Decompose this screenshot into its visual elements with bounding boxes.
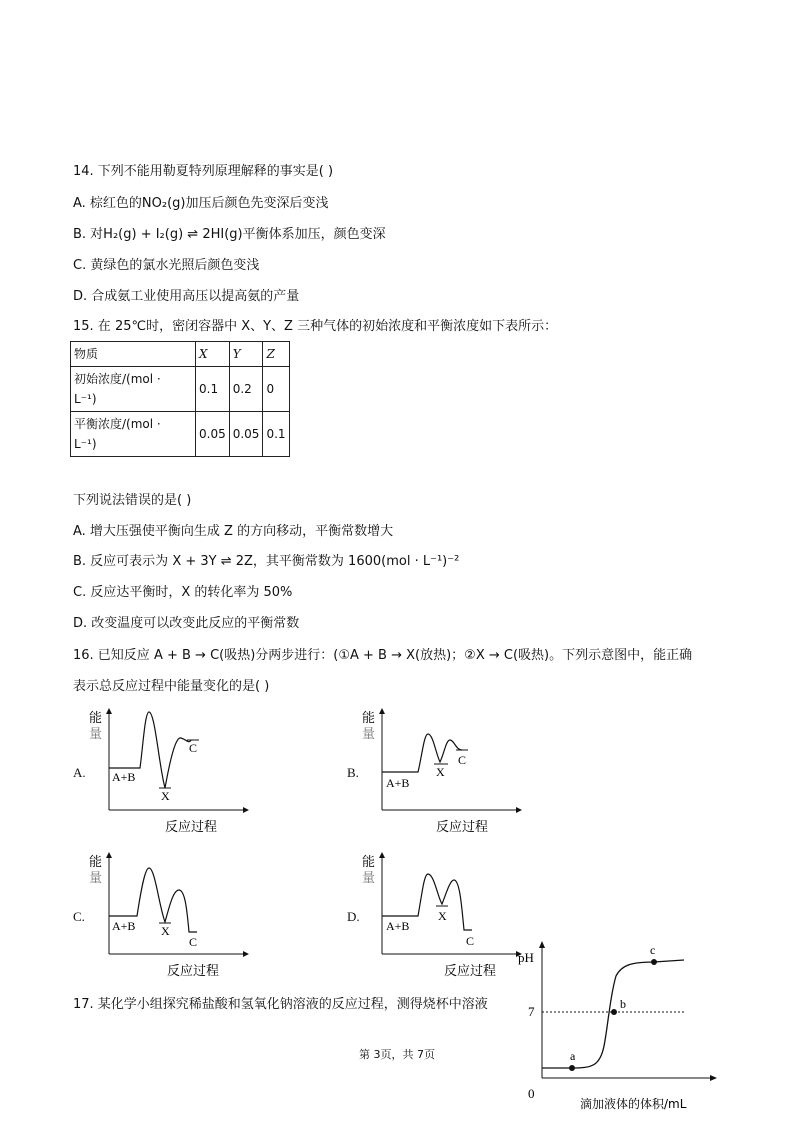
point-a-label: a [570,1049,576,1063]
row-label-line: 初始浓度/(mol · [74,372,161,386]
x-axis-label: 反应过程 [436,820,489,835]
energy-diagram-c [85,850,255,980]
table-header-cell: Z [263,342,289,367]
table-cell: 0.05 [229,412,263,457]
q15-option-a: A. 增大压强使平衡向生成 Z 的方向移动，平衡常数增大 [73,524,394,539]
x-axis-label: 滴加液体的体积/mL [580,1097,687,1111]
origin-label: 0 [528,1086,535,1101]
row-label-line: L⁻¹) [74,437,97,451]
row-label-line: 平衡浓度/(mol · [74,417,161,431]
row-label-line: L⁻¹) [74,392,97,406]
page-footer: 第 3页，共 7页 [359,1048,435,1061]
table-header-cell: 物质 [71,342,196,367]
q14-option-c: C. 黄绿色的氯水光照后颜色变浅 [73,258,260,273]
q14-stem: 14. 下列不能用勒夏特列原理解释的事实是( ) [73,164,334,179]
product-label: C [466,934,475,948]
point-c-label: c [650,943,656,957]
product-label: C [189,741,198,755]
point-b [611,1009,617,1015]
y-axis-label: pH [518,950,534,965]
table-cell: 0.1 [263,412,289,457]
y-axis-label: 能 [362,711,376,726]
product-label: C [189,935,198,949]
y-axis-label: 能 [89,855,103,870]
table-row [71,367,290,412]
table-cell: 0.05 [196,412,230,457]
point-c [651,959,657,965]
q16-stem-line1: 16. 已知反应 A + B → C(吸热)分两步进行：(①A + B → X(放热)；②X → C(吸热)。下列示意图中，能正确 [73,648,693,663]
q14-option-a: A. 棕红色的NO₂(g)加压后颜色先变深后变浅 [73,196,329,211]
q16-stem-line2: 表示总反应过程中能量变化的是( ) [73,679,270,694]
option-c-label: C. [73,909,85,924]
intermediate-label: X [436,765,445,779]
reactant-label: A+B [386,776,410,790]
intermediate-label: X [161,789,170,803]
table-header-cell: X [196,342,230,367]
x-axis-label: 反应过程 [167,964,220,979]
concentration-table [70,341,290,457]
q15-option-b: B. 反应可表示为 X + 3Y ⇌ 2Z，其平衡常数为 1600(mol · L⁻¹)⁻² [73,554,460,569]
y-axis-label: 能 [362,855,376,870]
y-axis-label: 量 [362,727,376,742]
ph-titration-chart [512,936,724,1116]
energy-diagram-d [358,850,528,980]
row-label-equilibrium [71,412,196,457]
option-d-label: D. [347,909,360,924]
product-label: C [458,753,467,767]
energy-diagram-a [85,706,255,836]
table-cell: 0.2 [229,367,263,412]
y-axis-label: 能 [89,711,103,726]
y-axis-label: 量 [89,871,103,886]
reactant-label: A+B [112,770,136,784]
row-label-initial [71,367,196,412]
table-header-cell: Y [229,342,263,367]
point-b-label: b [620,997,626,1011]
option-b-label: B. [347,765,359,780]
reactant-label: A+B [112,919,136,933]
q17-stem: 17. 某化学小组探究稀盐酸和氢氧化钠溶液的反应过程，测得烧杯中溶液 [73,997,488,1012]
y-axis-label: 量 [362,871,376,886]
q15-stem: 15. 在 25℃时，密闭容器中 X、Y、Z 三种气体的初始浓度和平衡浓度如下表所示： [73,319,558,334]
table-cell: 0.1 [196,367,230,412]
y-axis-label: 量 [89,727,103,742]
reactant-label: A+B [386,919,410,933]
intermediate-label: X [161,924,170,938]
q14-option-b: B. 对H₂(g) + I₂(g) ⇌ 2HI(g)平衡体系加压，颜色变深 [73,227,386,242]
q15-option-c: C. 反应达平衡时，X 的转化率为 50% [73,585,293,600]
table-cell: 0 [263,367,289,412]
option-a-label: A. [73,765,86,780]
y-tick-label: 7 [528,1004,535,1019]
q14-option-d: D. 合成氨工业使用高压以提高氨的产量 [73,289,300,304]
x-axis-label: 反应过程 [165,820,218,835]
table-row [71,412,290,457]
q15-question: 下列说法错误的是( ) [73,493,192,508]
table-header-row [71,342,290,367]
x-axis-label: 反应过程 [444,964,497,979]
intermediate-label: X [438,909,447,923]
q15-option-d: D. 改变温度可以改变此反应的平衡常数 [73,616,300,631]
point-a [569,1065,575,1071]
energy-diagram-b [358,706,528,836]
